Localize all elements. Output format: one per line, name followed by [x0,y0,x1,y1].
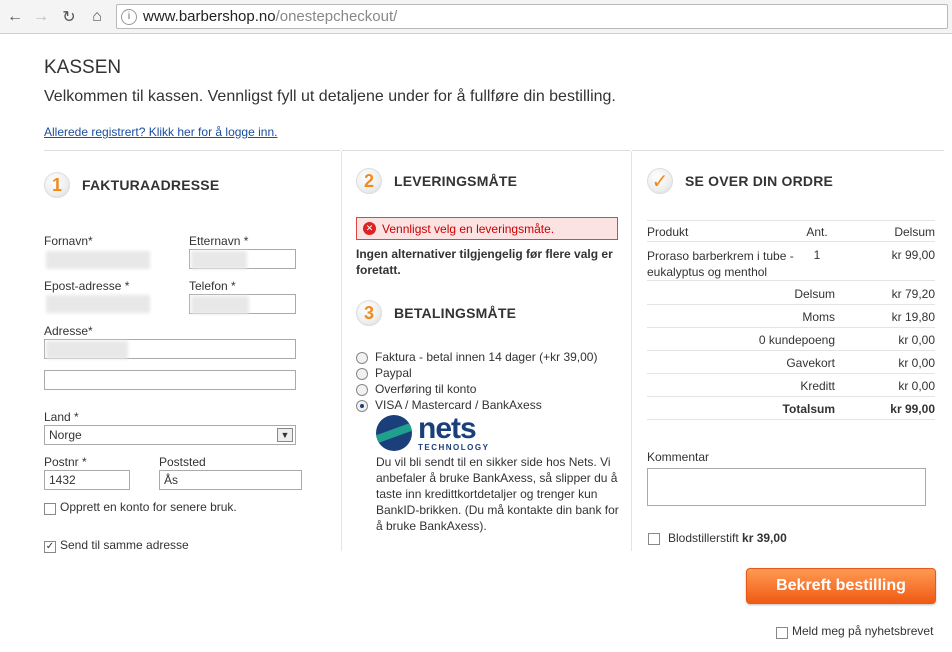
billing-title: FAKTURAADRESSE [82,177,220,193]
page-info-icon[interactable]: i [121,9,137,25]
step-number-2: 2 [356,168,382,194]
firstname-blurred [46,251,150,269]
email-label: Epost-adresse * [44,279,130,293]
total-label: Gavekort [786,356,835,370]
review-title: SE OVER DIN ORDRE [685,173,834,189]
shipping-title: LEVERINGSMÅTE [394,173,518,189]
payment-option-label: Faktura - betal innen 14 dager (+kr 39,00) [375,350,598,364]
step-number-1: 1 [44,172,70,198]
lastname-label: Etternavn * [189,234,249,248]
totals-row [647,351,935,374]
item-price: kr 99,00 [891,248,935,262]
newsletter-label: Meld meg på nyhetsbrevet [792,624,934,638]
address-field-2[interactable] [44,370,296,390]
col-subtotal: Delsum [894,225,935,239]
column-separator [341,151,342,551]
payment-title: BETALINGSMÅTE [394,305,517,321]
shipping-error-text: Vennligst velg en leveringsmåte. [382,221,555,236]
url-path: /onestepcheckout/ [275,8,398,25]
total-value: kr 0,00 [898,379,935,393]
total-label: Kreditt [800,379,835,393]
payment-radio-paypal[interactable] [356,368,368,380]
forward-arrow-icon[interactable]: → [33,8,49,25]
payment-radio-card[interactable] [356,400,368,412]
dropdown-arrow-icon[interactable]: ▼ [277,428,293,442]
total-value: kr 19,80 [891,310,935,324]
total-label: Totalsum [782,402,835,416]
page-title: KASSEN [44,57,122,78]
email-blurred [46,295,150,313]
nets-description: Du vil bli sendt til en sikker side hos Nets. Vi anbefaler å bruke BankAxess, så slipper du å taste inn kredittkortdetaljer og trenger kun BankID-brikken. (Du må kontakte din bank for å bruke BankAxess). [376,455,619,533]
zip-label: Postnr * [44,455,87,469]
comment-textarea[interactable] [647,468,926,506]
totals-row [647,305,935,328]
total-value: kr 79,20 [891,287,935,301]
grand-total-row [647,397,935,420]
login-link[interactable]: Allerede registrert? Klikk her for å logge inn. [44,125,278,139]
table-row [647,243,935,281]
reload-icon[interactable]: ↻ [62,9,76,26]
payment-header [356,300,516,326]
total-value: kr 0,00 [898,356,935,370]
divider [342,150,630,151]
column-separator [631,151,632,551]
address-label: Adresse* [44,324,93,338]
back-arrow-icon[interactable]: ← [7,8,23,25]
nets-mark-icon [376,415,412,451]
total-value: kr 0,00 [898,333,935,347]
step-number-3: 3 [356,300,382,326]
payment-radio-invoice[interactable] [356,352,368,364]
zip-field[interactable]: 1432 [44,470,130,490]
total-value: kr 99,00 [890,402,935,416]
item-name: Proraso barberkrem i tube - eukalyptus og menthol [647,249,794,279]
blood-stick-label [668,531,787,545]
payment-radio-transfer[interactable] [356,384,368,396]
error-x-icon: ✕ [363,222,376,235]
total-label: Moms [802,310,835,324]
same-address-label: Send til samme adresse [60,538,189,552]
divider [632,150,944,151]
col-qty: Ant. [806,225,828,239]
payment-option-label: VISA / Mastercard / BankAxess [375,398,542,412]
totals-row [647,328,935,351]
home-icon[interactable]: ⌂ [92,8,102,25]
create-account-checkbox[interactable] [44,503,56,515]
phone-label: Telefon * [189,279,236,293]
totals-row [647,374,935,397]
welcome-text: Velkommen til kassen. Vennligst fyll ut detaljene under for å fullføre din bestilling. [44,88,616,105]
blood-stick-name: Blodstillerstift [668,531,739,545]
phone-blurred [191,296,249,314]
nets-logo [376,414,500,452]
country-select[interactable] [44,425,296,445]
address-bar[interactable] [116,4,948,29]
shipping-header [356,168,517,194]
blood-stick-price: kr 39,00 [742,531,787,545]
totals-row [647,282,935,305]
col-product: Produkt [647,225,689,239]
country-label: Land * [44,410,79,424]
order-table-header [647,220,935,242]
payment-option-label: Paypal [375,366,412,380]
confirm-order-button[interactable]: Bekreft bestilling [746,568,936,604]
url-host: www.barbershop.no [143,8,276,25]
lastname-blurred [191,251,247,269]
review-header [647,168,833,194]
country-value: Norge [49,428,82,442]
no-alternatives-text: Ingen alternativer tilgjengelig før flere valg er foretatt. [356,247,613,277]
checkmark-icon: ✓ [647,168,673,194]
create-account-label: Opprett en konto for senere bruk. [60,500,237,514]
billing-header [44,172,219,198]
browser-toolbar [0,0,952,34]
divider [44,150,340,151]
city-label: Poststed [159,455,206,469]
newsletter-checkbox[interactable] [776,627,788,639]
payment-option-label: Overføring til konto [375,382,477,396]
address-blurred [46,341,128,359]
total-label: Delsum [794,287,835,301]
firstname-label: Fornavn* [44,234,93,248]
comment-label: Kommentar [647,450,710,464]
nets-subtitle: TECHNOLOGY [418,443,490,452]
item-qty: 1 [813,248,821,262]
checkout-page [0,35,952,652]
city-field[interactable]: Ås [159,470,302,490]
total-label: 0 kundepoeng [758,333,835,347]
nets-wordmark: nets [418,412,476,445]
shipping-error [356,217,618,240]
same-address-checkbox[interactable]: ✓ [45,541,55,552]
blood-stick-checkbox[interactable] [648,533,660,545]
